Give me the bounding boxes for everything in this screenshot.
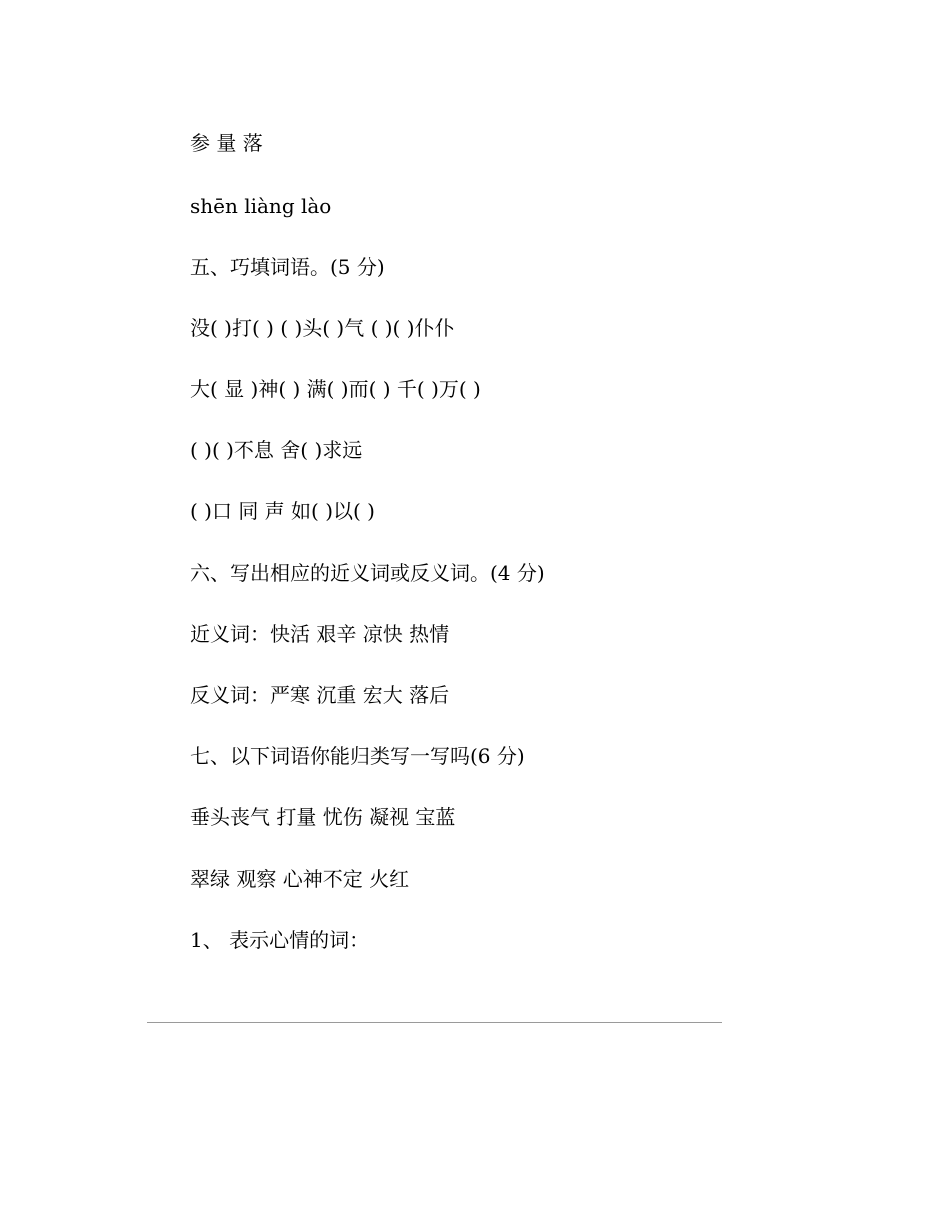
fill-words-line-2: 大( 显 )神( ) 满( )而( ) 千( )万( ) <box>190 377 481 401</box>
pinyin-line: shēn liàng lào <box>190 194 332 218</box>
antonyms-line: 反义词：严寒 沉重 宏大 落后 <box>190 683 450 707</box>
answer-rule <box>147 1022 722 1023</box>
fill-words-line-4: ( )口 同 声 如( )以( ) <box>190 499 375 523</box>
section-6-heading: 六、写出相应的近义词或反义词。(4 分) <box>190 561 545 585</box>
fill-words-line-3: ( )( )不息 舍( )求远 <box>190 438 363 462</box>
word-list-line-2: 翠绿 观察 心神不定 火红 <box>190 867 410 891</box>
synonyms-line: 近义词：快活 艰辛 凉快 热情 <box>190 622 450 646</box>
word-list-line-1: 垂头丧气 打量 忧伤 凝视 宝蓝 <box>190 805 456 829</box>
section-5-heading: 五、巧填词语。(5 分) <box>190 255 385 279</box>
section-7-heading: 七、以下词语你能归类写一写吗(6 分) <box>190 744 525 768</box>
pinyin-chars-line: 参 量 落 <box>190 131 263 155</box>
question-1-line: 1、 表示心情的词： <box>190 928 370 952</box>
fill-words-line-1: 没( )打( ) ( )头( )气 ( )( )仆仆 <box>190 316 455 340</box>
